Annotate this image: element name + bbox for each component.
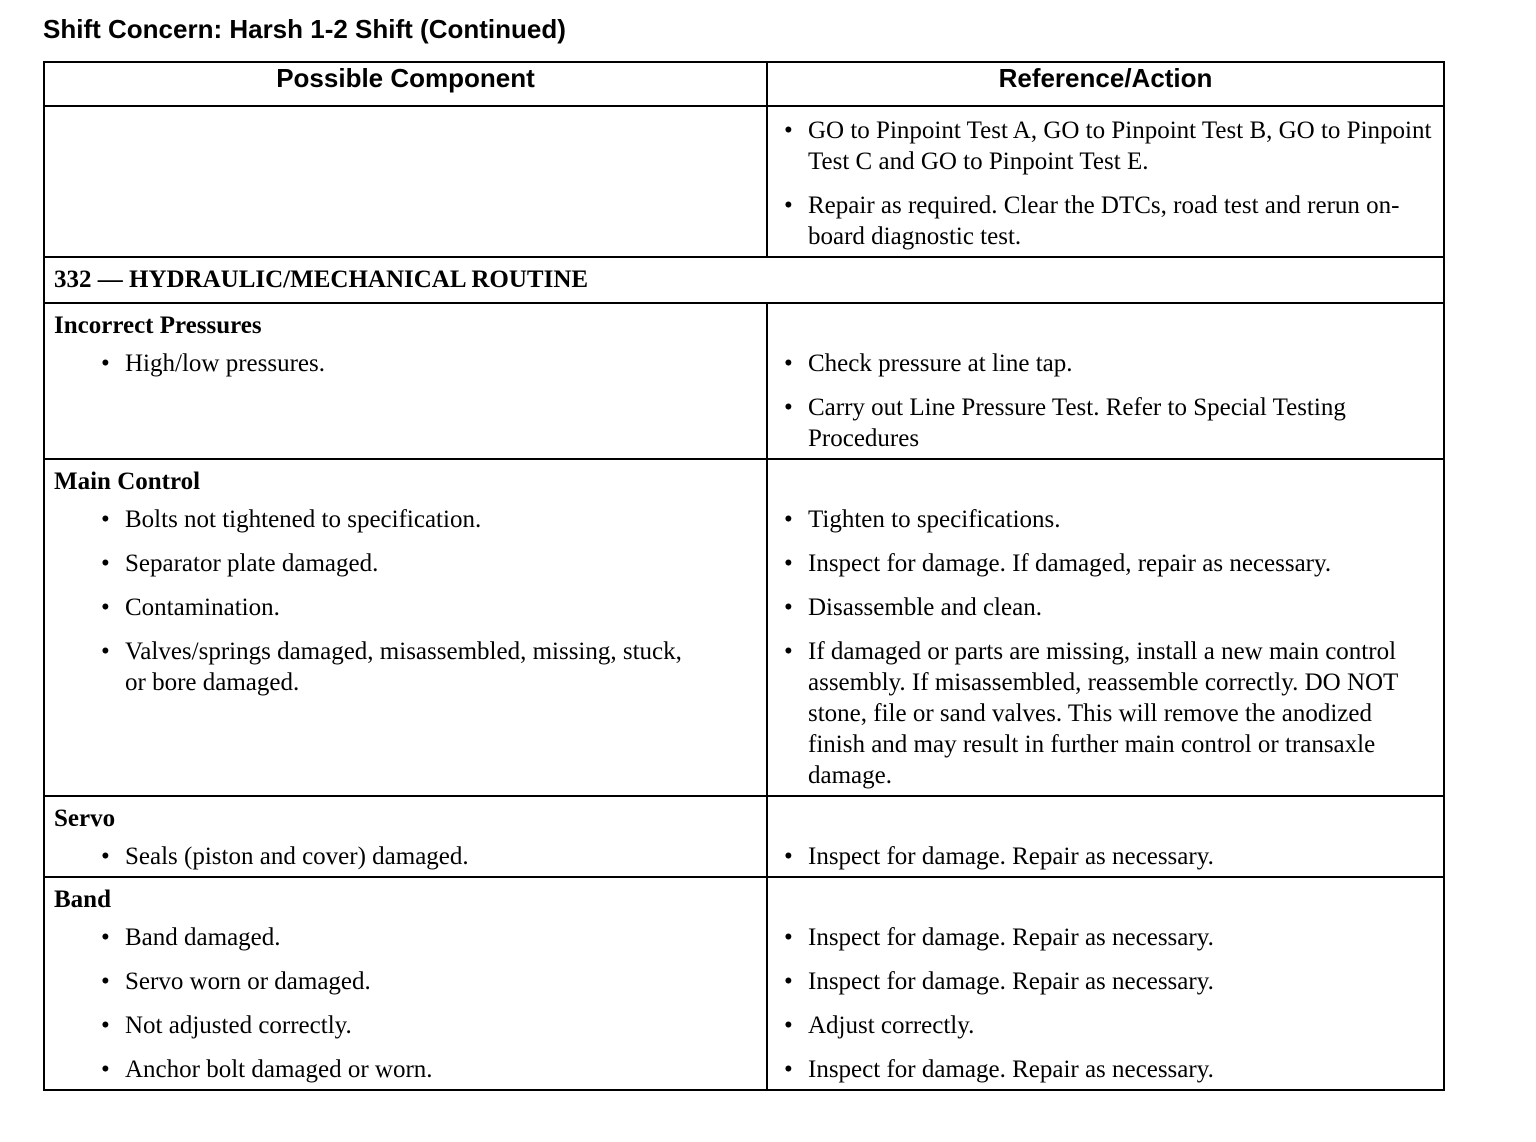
page-title: Shift Concern: Harsh 1-2 Shift (Continued) xyxy=(43,14,566,44)
continued-row xyxy=(44,106,1444,257)
component-list xyxy=(45,841,766,872)
component-list xyxy=(45,922,766,1085)
section-title-cell xyxy=(44,257,1444,303)
group-title: Servo xyxy=(54,805,116,832)
list-item: • Not adjusted correctly. xyxy=(125,1010,766,1041)
group-row-band xyxy=(44,877,1444,1090)
action-list xyxy=(768,922,1443,1085)
list-item: • Separator plate damaged. xyxy=(125,548,766,579)
section-title: 332 — HYDRAULIC/MECHANICAL ROUTINE xyxy=(54,266,589,293)
header-possible-component: Possible Component xyxy=(44,62,767,106)
action-list xyxy=(768,841,1443,872)
list-item: • Carry out Line Pressure Test. Refer to Special Testing Procedures xyxy=(808,392,1437,454)
list-item: • Contamination. xyxy=(125,592,766,623)
component-cell xyxy=(44,459,767,796)
list-item: • Disassemble and clean. xyxy=(808,592,1437,623)
list-item: • Check pressure at line tap. xyxy=(808,348,1437,379)
list-item: • Band damaged. xyxy=(125,922,766,953)
list-item: • Adjust correctly. xyxy=(808,1010,1437,1041)
list-item: • Anchor bolt damaged or worn. xyxy=(125,1054,766,1085)
component-cell xyxy=(44,877,767,1090)
group-row-incorrect-pressures xyxy=(44,303,1444,459)
list-item: • Inspect for damage. Repair as necessary. xyxy=(808,841,1437,872)
action-cell xyxy=(767,303,1444,459)
continued-action-list xyxy=(768,115,1443,252)
continued-action-cell xyxy=(767,106,1444,257)
diagnosis-table xyxy=(43,61,1445,1091)
list-item: • Inspect for damage. Repair as necessary. xyxy=(808,966,1437,997)
action-list xyxy=(768,348,1443,454)
list-item: • High/low pressures. xyxy=(125,348,766,379)
action-cell xyxy=(767,877,1444,1090)
list-item: • Valves/springs damaged, misassembled, missing, stuck, or bore damaged. xyxy=(125,636,686,698)
list-item: • Bolts not tightened to specification. xyxy=(125,504,766,535)
list-item: • GO to Pinpoint Test A, GO to Pinpoint Test B, GO to Pinpoint Test C and GO to Pinpoint Test E. xyxy=(808,115,1437,177)
action-cell xyxy=(767,796,1444,877)
section-row xyxy=(44,257,1444,303)
group-title: Incorrect Pressures xyxy=(54,312,262,339)
component-list xyxy=(45,348,766,379)
list-item: • Servo worn or damaged. xyxy=(125,966,766,997)
header-row xyxy=(44,62,1444,106)
group-row-servo xyxy=(44,796,1444,877)
header-reference-action: Reference/Action xyxy=(767,62,1444,106)
list-item: • Inspect for damage. Repair as necessary. xyxy=(808,1054,1437,1085)
list-item: • Repair as required. Clear the DTCs, road test and rerun on-board diagnostic test. xyxy=(808,190,1437,252)
list-item: • Seals (piston and cover) damaged. xyxy=(125,841,766,872)
continued-component-cell xyxy=(44,106,767,257)
component-cell xyxy=(44,796,767,877)
list-item: • Inspect for damage. If damaged, repair as necessary. xyxy=(808,548,1437,579)
list-item: • Inspect for damage. Repair as necessary. xyxy=(808,922,1437,953)
component-list xyxy=(45,504,766,698)
list-item: • If damaged or parts are missing, install a new main control assembly. If misassembled, reassemble correctly. DO NOT stone, file or sand valves. This will remove the anodized finish and may result in further main control or transaxle damage. xyxy=(808,636,1403,791)
group-title: Band xyxy=(54,886,111,913)
action-cell xyxy=(767,459,1444,796)
group-title: Main Control xyxy=(54,468,201,495)
group-row-main-control xyxy=(44,459,1444,796)
list-item: • Tighten to specifications. xyxy=(808,504,1437,535)
action-list xyxy=(768,504,1443,791)
component-cell xyxy=(44,303,767,459)
